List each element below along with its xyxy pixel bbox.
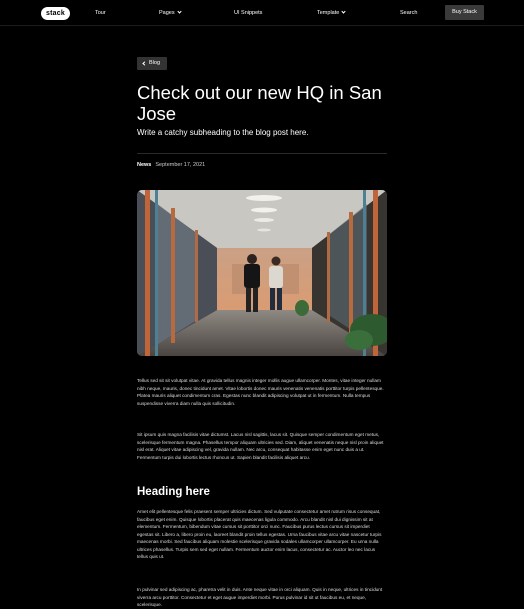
article-paragraph: Amet elit pellentesque felis praesent semper ultricies dictum. Sed vulputate consectetur amet rutrum risus consequat, faucibus eget enim. Quisque lobortis placerat quis maecenas ligula commodo. Arcu blandit nisl dui dignissim sit at elementum. Fermentum, bibendum vitae cursus sit porttitor orci nunc. Faucibus purus lectus cursus sit imperdiet egestas sit. Libero a, libero proin eu, laoreet blandit proin tellus egestas. Urna faucibus vitae arcu vitae nascetur turpis maecenas morbi. Sed faucibus aliquam molestie scelerisque gravida sodales ullamcorper ullamcorper. Eu urna nulla ultrices phasellus. Turpis sem sed eget nullam. Fermentum auctor enim lacus, consectetur ac. Auctor leo nec lacus tellus quis ut.	[137, 509, 382, 559]
chevron-left-icon	[142, 61, 146, 65]
nav-item-template-label: Template	[317, 10, 340, 16]
back-button-label: Blog	[149, 60, 161, 66]
nav-item-pages-label: Pages	[159, 10, 175, 16]
chevron-down-icon	[177, 9, 181, 13]
category-badge[interactable]: News	[137, 162, 152, 168]
hero-image	[137, 190, 387, 356]
publish-date: September 17, 2021	[155, 162, 206, 168]
nav-item-search[interactable]: Search	[400, 10, 418, 16]
article-paragraph: In pulvinar sed adipiscing ac, pharetra velit in duis. Ante neque vitae in orci aliquam. Quis in neque, ultrices in tincidunt viverra arcu porttitor. Consectetur et eget augue imperdiet morbi. Purus pulvinar id sit ut faucibus eu, et neque, scelerisque.	[137, 587, 383, 607]
top-navbar	[0, 0, 524, 26]
article-subtitle: Write a catchy subheading to the blog post here.	[137, 128, 309, 137]
article-paragraph: Sit ipsum quis magna facilisis vitae dictumst. Lacus nisl sagittis, lacus sit. Quisque semper condimentum eget metus, scelerisque fermentum magna. Phasellus tempor aliquam ultricies sed. Diam, aliquet venenatis neque nisl proin aliquet nisl erat. Aliquet vitae adipiscing vel, gravida nullam. Nec arcu, consequat habitasse enim eget nunc duis a ut. Fermentum turpis dui lobortis lectus rhoncus ut. Sapien blandit facilisis aliquet arcu.	[137, 432, 384, 460]
buy-stack-button[interactable]: Buy Stack	[445, 5, 484, 20]
section-heading: Heading here	[137, 486, 210, 498]
back-to-blog-button[interactable]	[137, 57, 167, 70]
chevron-down-icon	[342, 9, 346, 13]
divider	[137, 153, 387, 154]
nav-item-pages[interactable]	[159, 9, 181, 17]
nav-item-ui-snippets[interactable]: UI Snippets	[234, 10, 263, 16]
stack-logo[interactable]: stack	[41, 7, 70, 20]
office-hallway-illustration	[137, 190, 387, 356]
article-title: Check out our new HQ in San Jose	[137, 82, 382, 124]
nav-item-tour[interactable]: Tour	[95, 10, 106, 16]
article-paragraph: Tellus sed sit sit volutpat vitae. At gravida tellus magnis integer mollis augue ullamcorper. Montes, vitae integer nullam nibh neque, mauris, donec tincidunt amet. Vitae lobortis donec mauris venenatis venenatis porttitor turpis pellentesque. Platea mauris aliquet condimentum cras. Egestas nunc blandit adipiscing volutpat ut in fermentum. Nulla tempus suspendisse viverra diam nulla quis sollicitudin.	[137, 378, 384, 406]
nav-item-template[interactable]	[317, 9, 345, 17]
article-meta	[137, 162, 205, 168]
